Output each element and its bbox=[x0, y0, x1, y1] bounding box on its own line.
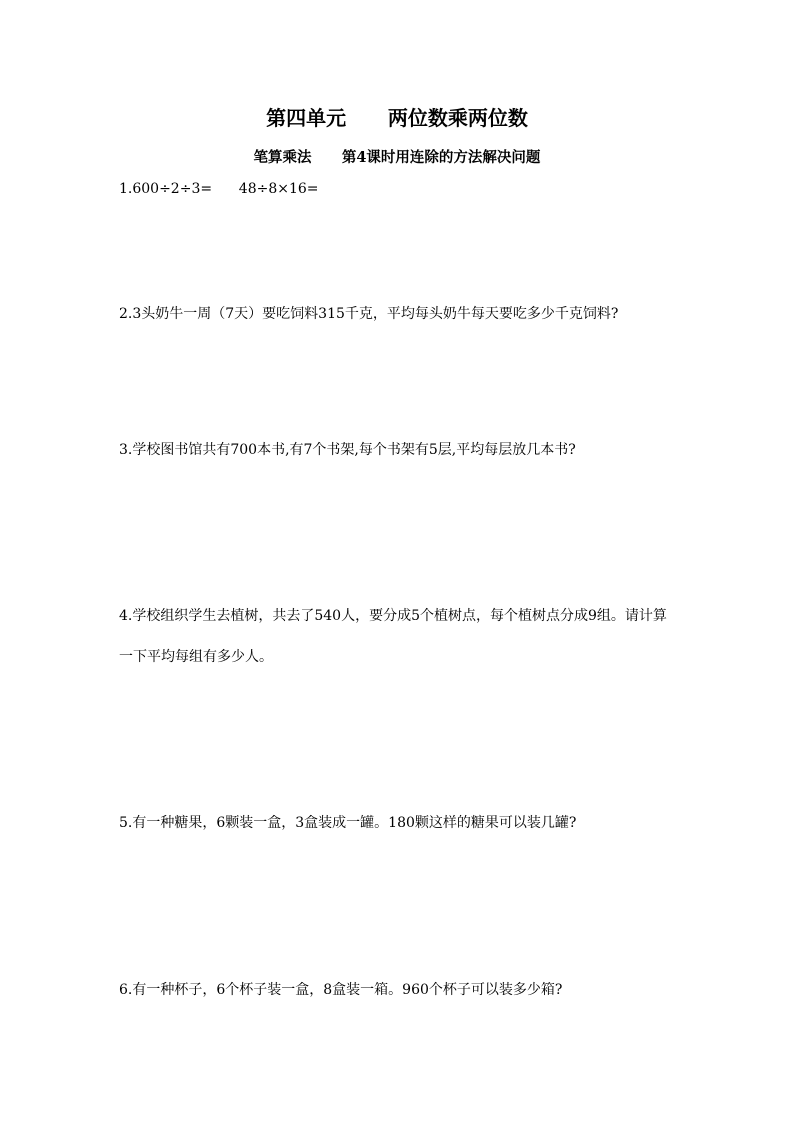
question-1: 1.600÷2÷3= 48÷8×16= bbox=[119, 181, 319, 197]
question-4: 4.学校组织学生去植树，共去了540人，要分成5个植树点，每个植树点分成9组。请计算一下平均每组有多少人。 bbox=[119, 608, 667, 665]
unit-title: 第四单元 两位数乘两位数 bbox=[266, 106, 528, 130]
question-3: 3.学校图书馆共有700本书,有7个书架,每个书架有5层,平均每层放几本书? bbox=[119, 442, 576, 458]
lesson-subtitle: 笔算乘法 第4课时用连除的方法解决问题 bbox=[253, 149, 541, 166]
question-2: 2.3头奶牛一周（7天）要吃饲料315千克，平均每头奶牛每天要吃多少千克饲料? bbox=[119, 306, 619, 322]
question-6: 6.有一种杯子，6个杯子装一盒，8盒装一箱。960个杯子可以装多少箱? bbox=[119, 982, 563, 998]
question-5: 5.有一种糖果，6颗装一盒，3盒装成一罐。180颗这样的糖果可以装几罐? bbox=[119, 815, 577, 831]
